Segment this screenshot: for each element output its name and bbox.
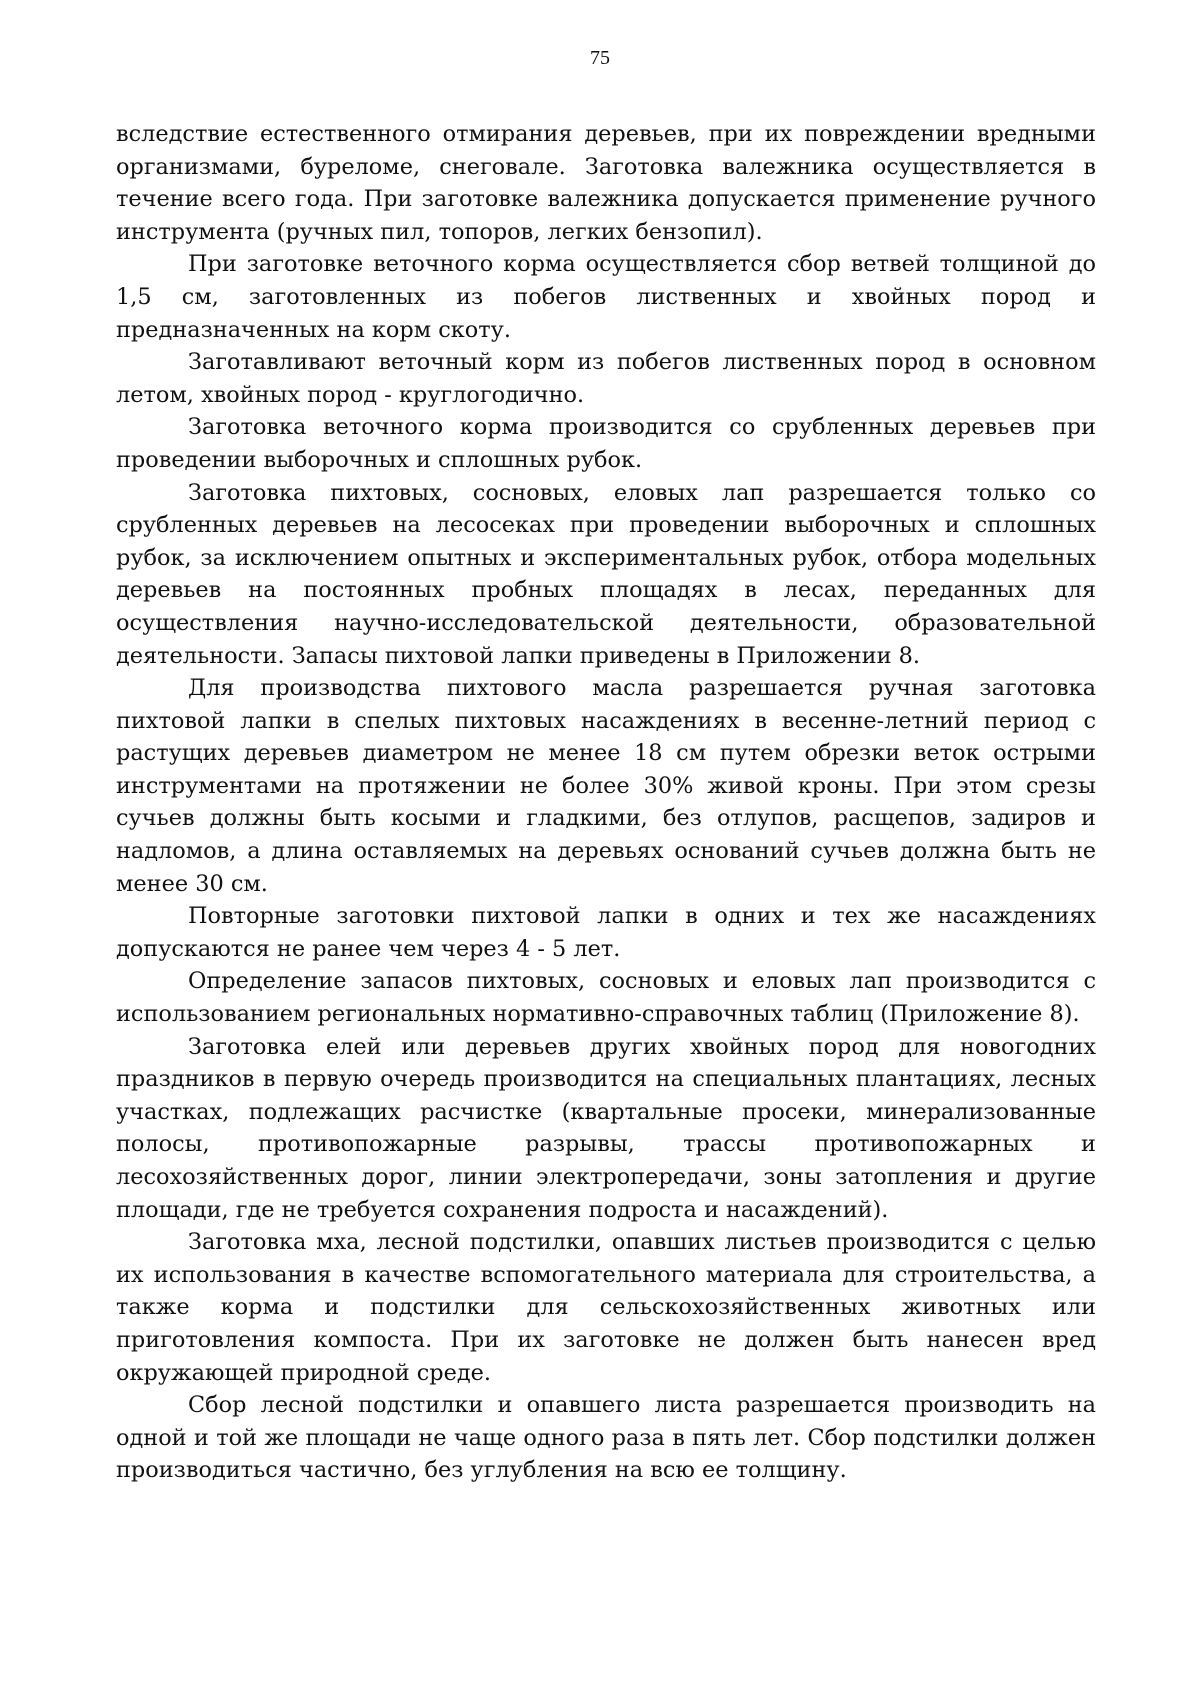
paragraph-branch-feed-source: Заготовка веточного корма производится со срубленных деревьев при проведении выборочных и сплошных рубок. — [116, 414, 1096, 473]
paragraph-branch-feed-collection: При заготовке веточного корма осуществляется сбор ветвей толщиной до 1,5 см, заготовленных из побегов лиственных и хвойных пород и предназначенных на корм скоту. — [116, 251, 1096, 343]
paragraph-moss-litter: Заготовка мха, лесной подстилки, опавших листьев производится с целью их использования в качестве вспомогательного материала для строительства, а также корма и подстилки для сельскохозяйственных животных или приготовления компоста. При их заготовке не должен быть нанесен вред окружающей природной среде. — [116, 1229, 1096, 1386]
paragraph-stock-determination: Определение запасов пихтовых, сосновых и еловых лап производится с использованием региональных нормативно-справочных таблиц (Приложение 8). — [116, 968, 1096, 1028]
paragraph-repeat-harvest: Повторные заготовки пихтовой лапки в одних и тех же насаждениях допускаются не ранее чем через 4 - 5 лет. — [116, 903, 1096, 962]
paragraph-continuation: вследствие естественного отмирания деревьев, при их повреждении вредными организмами, буреломе, снеговале. Заготовка валежника осуществляется в течение всего года. При заготовке валежника допускается применение ручного инструмента (ручных пил, топоров, легких бензопил). — [116, 121, 1096, 245]
page-number: 75 — [590, 47, 610, 69]
paragraph-conifer-branches: Заготовка пихтовых, сосновых, еловых лап разрешается только со срубленных деревьев на лесосеках при проведении выборочных и сплошных рубок, за исключением опытных и экспериментальных рубок, отбора модельных деревьев на постоянных пробных площадях в лесах, переданных для осуществления научно-исследовательской деятельности, образовательной деятельности. Запасы пихтовой лапки приведены в Приложении 8. — [116, 479, 1096, 669]
paragraph-branch-feed-season: Заготавливают веточный корм из побегов лиственных пород в основном летом, хвойных пород - круглогодично. — [116, 349, 1096, 408]
document-body — [116, 118, 1096, 1487]
paragraph-fir-oil: Для производства пихтового масла разрешается ручная заготовка пихтовой лапки в спелых пихтовых насаждениях в весенне-летний период с растущих деревьев диаметром не менее 18 см путем обрезки веток острыми инструментами на протяжении не более 30% живой кроны. При этом срезы сучьев должны быть косыми и гладкими, без отлупов, расщепов, задиров и надломов, а длина оставляемых на деревьях оснований сучьев должна быть не менее 30 см. — [116, 675, 1096, 897]
paragraph-litter-collection: Сбор лесной подстилки и опавшего листа разрешается производить на одной и той же площади не чаще одного раза в пять лет. Сбор подстилки должен производиться частично, без углубления на всю ее толщину. — [116, 1392, 1096, 1484]
paragraph-new-year-trees: Заготовка елей или деревьев других хвойных пород для новогодних праздников в первую очередь производится на специальных плантациях, лесных участках, подлежащих расчистке (квартальные просеки, минерализованные полосы, противопожарные разрывы, трассы противопожарных и лесохозяйственных дорог, линии электропередачи, зоны затопления и другие площади, где не требуется сохранения подроста и насаждений). — [116, 1033, 1096, 1223]
